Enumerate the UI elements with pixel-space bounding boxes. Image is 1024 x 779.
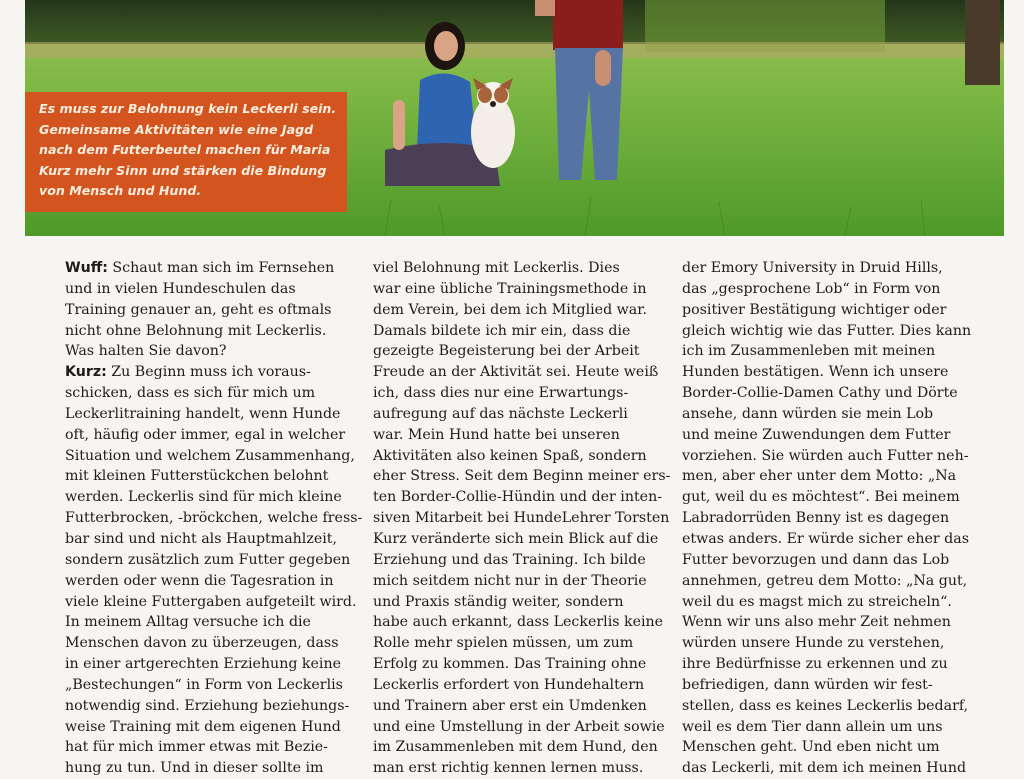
text-line: und Praxis ständig weiter, sondern (373, 593, 624, 610)
text-line: ich, dass dies nur eine Erwartungs- (373, 385, 629, 402)
text-line: würden unsere Hunde zu verstehen, (682, 635, 945, 652)
text-line: Hunden bestätigen. Wenn ich unsere (682, 364, 949, 381)
text-line: befriedigen, dann würden wir fest- (682, 676, 933, 693)
text-line: Situation und welchem Zusammenhang, (65, 447, 355, 464)
text-line: vorziehen. Sie würden auch Futter neh- (682, 447, 969, 464)
text-line: Wenn wir uns also mehr Zeit nehmen (682, 614, 951, 631)
text-line: Menschen geht. Und eben nicht um (682, 739, 940, 756)
text-line: weise Training mit dem eigenen Hund (65, 718, 341, 735)
text-line (65, 258, 362, 279)
text-line: men, aber eher unter dem Motto: „Na (682, 468, 957, 485)
text-line: oft, häufig oder immer, egal in welcher (65, 426, 346, 443)
text-line: war. Mein Hund hatte bei unseren (373, 426, 620, 443)
text-line: schicken, dass es sich für mich um (65, 385, 316, 402)
text-line: mit kleinen Futterstückchen belohnt (65, 468, 329, 485)
caption-line: Gemeinsame Aktivitäten wie eine Jagd (39, 121, 314, 137)
text-line: weil es dem Tier dann allein um uns (682, 718, 943, 735)
text-line: und meine Zuwendungen dem Futter (682, 426, 951, 443)
text-line: Aktivitäten also keinen Spaß, sondern (373, 447, 647, 464)
text-line: hung zu tun. Und in dieser sollte im (65, 760, 324, 777)
text-line: und Trainern aber erst ein Umdenken (373, 697, 647, 714)
text-line: Border-Collie-Damen Cathy und Dörte (682, 385, 958, 402)
text-line: das „gesprochene Lob“ in Form von (682, 280, 941, 297)
text-line: sondern zusätzlich zum Futter gegeben (65, 551, 351, 568)
text-line: Labradorrüden Benny ist es dagegen (682, 510, 950, 527)
text-line: stellen, dass es keines Leckerlis bedarf, (682, 697, 969, 714)
text-line: Erziehung und das Training. Ich bilde (373, 551, 646, 568)
text-line: ansehe, dann würden sie mein Lob (682, 405, 934, 422)
caption-line: von Mensch und Hund. (39, 183, 202, 199)
text-line: ihre Bedürfnisse zu erkennen und zu (682, 656, 948, 673)
text-line: werden. Leckerlis sind für mich kleine (65, 489, 342, 506)
text-line: und in vielen Hundeschulen das (65, 280, 296, 297)
text-line (65, 362, 362, 383)
text-line: im Zusammenleben mit dem Hund, den (373, 739, 658, 756)
text-line: der Emory University in Druid Hills, (682, 260, 943, 276)
text-line: in einer artgerechten Erziehung keine (65, 656, 341, 673)
text-line: „Bestechungen“ in Form von Leckerlis (65, 676, 343, 693)
text-line: In meinem Alltag versuche ich die (65, 614, 311, 631)
text-line: und eine Umstellung in der Arbeit sowie (373, 718, 665, 735)
text-line: weil du es magst mich zu streicheln“. (682, 593, 952, 610)
speaker-label-wuff: Wuff: (65, 260, 108, 276)
text-line: eher Stress. Seit dem Beginn meiner ers- (373, 468, 671, 485)
text-line: Futterbrocken, -bröckchen, welche fress- (65, 510, 363, 527)
text-line: Leckerlitraining handelt, wenn Hunde (65, 405, 341, 422)
text-line: werden oder wenn die Tagesration in (65, 572, 334, 589)
text-line: gezeigte Begeisterung bei der Arbeit (373, 343, 640, 360)
caption-line: nach dem Futterbeutel machen für Maria (39, 142, 331, 158)
text-line: bar sind und nicht als Hauptmahlzeit, (65, 530, 337, 547)
speaker-label-kurz: Kurz: (65, 364, 107, 381)
text-line: dem Verein, bei dem ich Mitglied war. (373, 301, 647, 318)
text-line: notwendig sind. Erziehung beziehungs- (65, 697, 350, 714)
text-line: viel Belohnung mit Leckerlis. Dies (373, 260, 620, 276)
caption-line: Kurz mehr Sinn und stärken die Bindung (39, 162, 327, 178)
text-line: etwas anders. Er würde sicher eher das (682, 530, 969, 547)
text-line: Leckerlis erfordert von Hundehaltern (373, 676, 645, 693)
text-line: ich im Zusammenleben mit meinen (682, 343, 936, 360)
text-line: Was halten Sie davon? (65, 343, 227, 360)
text-line: nicht ohne Belohnung mit Leckerlis. (65, 322, 327, 339)
text-column-1 (65, 258, 362, 779)
text-line-fragment: Zu Beginn muss ich voraus- (106, 364, 311, 381)
text-line: Training genauer an, geht es oftmals (65, 301, 332, 318)
text-line: annehmen, getreu dem Motto: „Na gut, (682, 572, 968, 589)
photo-caption (25, 92, 347, 212)
text-line: Damals bildete ich mir ein, dass die (373, 322, 631, 339)
text-column-3 (682, 258, 971, 779)
text-line-fragment: Schaut man sich im Fernsehen (107, 260, 335, 276)
text-line: Menschen davon zu überzeugen, dass (65, 635, 339, 652)
text-line: positiver Bestätigung wichtiger oder (682, 301, 947, 318)
text-line: aufregung auf das nächste Leckerli (373, 405, 628, 422)
text-line: Erfolg zu kommen. Das Training ohne (373, 656, 647, 673)
text-line: habe auch erkannt, dass Leckerlis keine (373, 614, 664, 631)
text-line: man erst richtig kennen lernen muss. (373, 760, 644, 777)
text-line: siven Mitarbeit bei HundeLehrer Torsten (373, 510, 670, 527)
text-column-2 (373, 258, 670, 779)
text-line: das Leckerli, mit dem ich meinen Hund (682, 760, 967, 777)
text-line: gut, weil du es möchtest“. Bei meinem (682, 489, 960, 506)
text-line: Kurz veränderte sich mein Blick auf die (373, 530, 659, 547)
text-line: viele kleine Futtergaben aufgeteilt wird. (65, 593, 357, 610)
text-line: gleich wichtig wie das Futter. Dies kann (682, 322, 972, 339)
text-line: Freude an der Aktivität sei. Heute weiß (373, 364, 659, 381)
caption-line: Es muss zur Belohnung kein Leckerli sein. (39, 101, 337, 116)
text-line: hat für mich immer etwas mit Bezie- (65, 739, 328, 756)
text-line: mich seitdem nicht nur in der Theorie (373, 572, 647, 589)
text-line: war eine übliche Trainingsmethode in (373, 280, 647, 297)
text-line: Futter bevorzugen und dann das Lob (682, 551, 950, 568)
text-line: ten Border-Collie-Hündin und der inten- (373, 489, 663, 506)
text-line: Rolle mehr spielen müssen, um zum (373, 635, 634, 652)
